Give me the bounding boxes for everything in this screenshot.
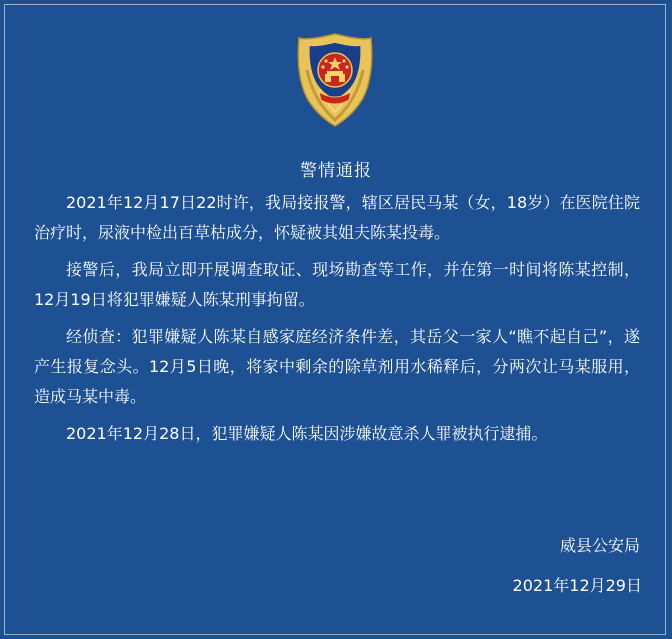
notice-paragraph: 2021年12月28日，犯罪嫌疑人陈某因涉嫌故意杀人罪被执行逮捕。 xyxy=(66,424,548,443)
issuer-name: 威县公安局 xyxy=(559,536,640,555)
notice-paragraph: 接警后，我局立即开展调查取证、现场勘查等工作，并在第一时间将陈某控制，12月19日将犯罪嫌疑人陈某刑事拘留。 xyxy=(34,260,640,309)
notice-body xyxy=(34,188,640,456)
issue-date: 2021年12月29日 xyxy=(512,576,642,595)
notice-title: 警情通报 xyxy=(300,161,372,181)
police-emblem-icon xyxy=(293,30,377,130)
notice-paragraph: 2021年12月17日22时许，我局接报警，辖区居民马某（女，18岁）在医院住院治疗时，尿液中检出百草枯成分，怀疑被其姐夫陈某投毒。 xyxy=(34,193,640,242)
notice-paragraph: 经侦查：犯罪嫌疑人陈某自感家庭经济条件差，其岳父一家人“瞧不起自己”，遂产生报复念头。12月5日晚，将家中剩余的除草剂用水稀释后，分两次让马某服用，造成马某中毒。 xyxy=(34,327,640,406)
